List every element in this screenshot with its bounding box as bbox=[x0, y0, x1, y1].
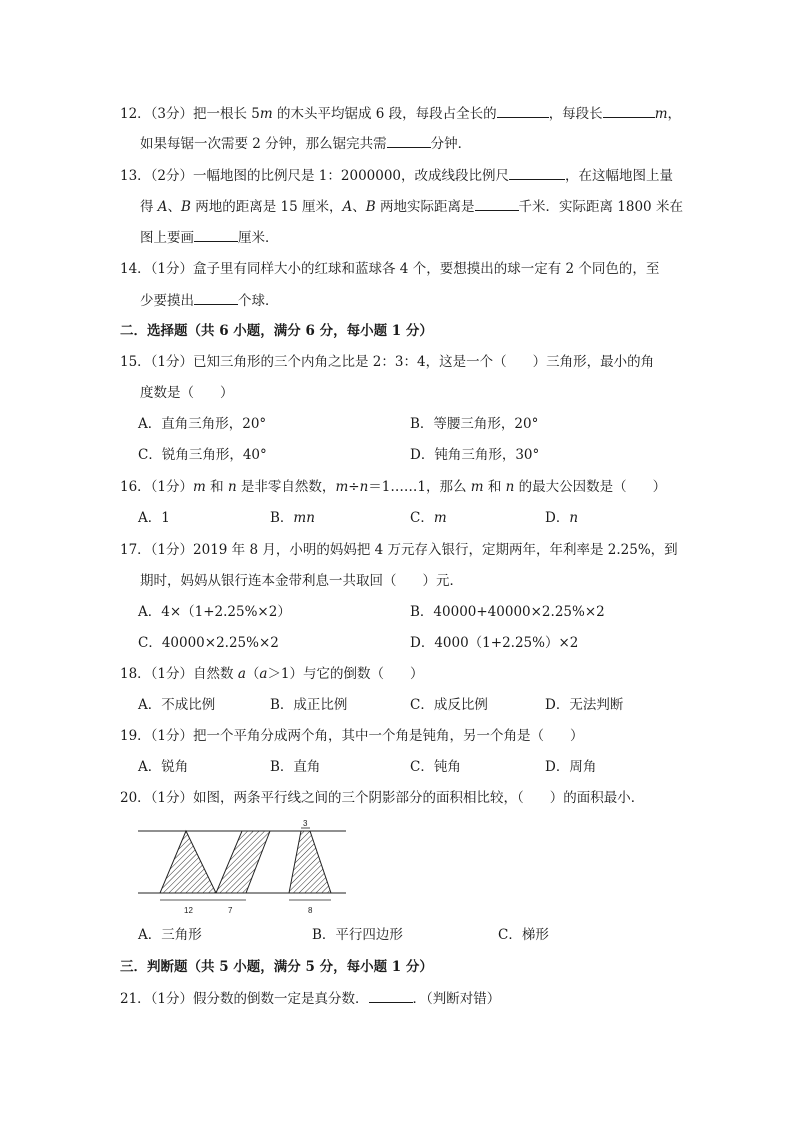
answer-blank[interactable] bbox=[194, 227, 238, 242]
question-19-line-1 bbox=[120, 726, 584, 746]
q18-option-b[interactable]: B．成正比例 bbox=[270, 697, 348, 713]
q15-text: 度数是（ bbox=[140, 385, 194, 401]
option-value: n bbox=[569, 510, 579, 526]
answer-blank[interactable] bbox=[369, 988, 413, 1003]
q19-option-c[interactable]: C．钝角 bbox=[410, 759, 461, 775]
section-heading-judgement: 三．判断题（共 5 小题，满分 5 分，每小题 1 分） bbox=[120, 959, 433, 975]
var-n: n bbox=[227, 479, 237, 495]
question-15-line-2 bbox=[140, 383, 234, 403]
question-12-line-1 bbox=[120, 103, 681, 124]
q16-text: ） bbox=[652, 479, 667, 495]
q16-option-a[interactable]: A．1 bbox=[138, 510, 170, 526]
question-13-line-3 bbox=[140, 227, 279, 248]
question-14-line-1: 14．（1分）盒子里有同样大小的红球和蓝球各 4 个，要想摸出的球一定有 2 个同色的，至 bbox=[120, 261, 660, 277]
question-15-line-1 bbox=[120, 352, 654, 372]
option-value: mn bbox=[293, 510, 315, 526]
q12-unit: m bbox=[259, 106, 273, 122]
q17-option-b[interactable]: B．40000+40000×2.25%×2 bbox=[410, 604, 605, 620]
q15-option-a[interactable]: A．直角三角形，20° bbox=[138, 416, 267, 432]
q17-text: ）元． bbox=[422, 573, 463, 589]
option-label: B． bbox=[270, 510, 294, 526]
q14-text: 个球． bbox=[238, 293, 279, 309]
option-label: C． bbox=[410, 510, 434, 526]
q18-option-d[interactable]: D．无法判断 bbox=[545, 697, 624, 713]
q20-text: 20．（1分）如图，两条平行线之间的三个阴影部分的面积相比较，（ bbox=[120, 790, 524, 806]
question-17-line-1: 17．（1分）2019 年 8 月，小明的妈妈把 4 万元存入银行，定期两年，年利率是 2.25%，到 bbox=[120, 542, 678, 558]
q12-text: 分钟． bbox=[430, 136, 472, 152]
q20-option-b[interactable]: B．平行四边形 bbox=[312, 927, 403, 943]
label-12: 12 bbox=[184, 906, 193, 915]
q18-text: ） bbox=[410, 666, 424, 682]
q17-option-a[interactable]: A．4×（1+2.25%×2） bbox=[138, 604, 291, 620]
q12-text: ，每段长 bbox=[548, 106, 603, 122]
option-label: D． bbox=[545, 510, 570, 526]
q16-option-c[interactable] bbox=[410, 508, 447, 528]
var-m: m bbox=[335, 479, 349, 495]
q13-text: ，在这幅地图上量 bbox=[565, 168, 674, 184]
answer-blank[interactable] bbox=[509, 165, 565, 180]
q13-text: 两地的距离是 15 厘米， bbox=[190, 199, 343, 215]
q20-option-c[interactable]: C．梯形 bbox=[498, 927, 549, 943]
q16-text: 和 bbox=[205, 479, 228, 495]
q19-option-a[interactable]: A．锐角 bbox=[138, 759, 189, 775]
q13-text: 13．（2分）一幅地图的比例尺是 1：2000000，改成线段比例尺 bbox=[120, 168, 510, 184]
q18-text: 18．（1分）自然数 bbox=[120, 666, 238, 682]
question-13-line-1 bbox=[120, 165, 673, 186]
q19-option-d[interactable]: D．周角 bbox=[545, 759, 597, 775]
q16-option-b[interactable] bbox=[270, 508, 315, 528]
q21-text: ．（判断对错） bbox=[412, 991, 501, 1007]
question-14-line-2 bbox=[140, 290, 279, 311]
answer-blank[interactable] bbox=[497, 103, 549, 118]
shaded-trapezoid bbox=[289, 831, 331, 893]
q13-text: 厘米． bbox=[238, 230, 279, 246]
q12-text: ， bbox=[667, 106, 681, 122]
q19-text: 19．（1分）把一个平角分成两个角，其中一个角是钝角，另一个角是（ bbox=[120, 728, 545, 744]
point-a: A bbox=[157, 199, 168, 215]
q13-text: 、 bbox=[352, 199, 366, 215]
point-b: B bbox=[181, 199, 191, 215]
answer-blank[interactable] bbox=[387, 133, 431, 148]
q12-text: 如果每锯一次需要 2 分钟，那么锯完共需 bbox=[140, 136, 387, 152]
question-17-line-2 bbox=[140, 571, 463, 591]
question-12-line-2 bbox=[140, 133, 471, 154]
question-16-line-1 bbox=[120, 477, 666, 497]
q21-text: 21．（1分）假分数的倒数一定是真分数． bbox=[120, 991, 369, 1007]
q13-text: 得 bbox=[140, 199, 158, 215]
var-a: a bbox=[237, 666, 246, 682]
q18-text: ＞1）与它的倒数（ bbox=[267, 666, 385, 682]
q16-text: 是非零自然数， bbox=[236, 479, 336, 495]
label-7: 7 bbox=[228, 906, 233, 915]
option-value: m bbox=[433, 510, 447, 526]
q13-text: 两地实际距离是 bbox=[375, 199, 475, 215]
q18-text: （ bbox=[245, 666, 260, 682]
q19-option-b[interactable]: B．直角 bbox=[270, 759, 321, 775]
answer-blank[interactable] bbox=[475, 196, 519, 211]
var-n: n bbox=[505, 479, 515, 495]
var-m: m bbox=[470, 479, 484, 495]
q15-option-d[interactable]: D．钝角三角形，30° bbox=[410, 447, 540, 463]
q16-text: 的最大公因数是（ bbox=[514, 479, 627, 495]
var-a: a bbox=[259, 666, 268, 682]
point-a: A bbox=[342, 199, 353, 215]
section-heading-choice: 二．选择题（共 6 小题，满分 6 分，每小题 1 分） bbox=[120, 323, 433, 339]
q17-option-d[interactable]: D．4000（1+2.25%）×2 bbox=[410, 635, 579, 651]
q15-text: 15．（1分）已知三角形的三个内角之比是 2：3：4，这是一个（ bbox=[120, 354, 507, 370]
answer-blank[interactable] bbox=[194, 290, 238, 305]
q13-text: 千米．实际距离 1800 米在 bbox=[518, 199, 683, 215]
q20-option-a[interactable]: A．三角形 bbox=[138, 927, 202, 943]
var-n: n bbox=[359, 479, 369, 495]
divide-sign: ÷ bbox=[348, 479, 360, 495]
var-m: m bbox=[193, 479, 206, 495]
q13-text: 、 bbox=[167, 199, 182, 215]
q17-option-c[interactable]: C．40000×2.25%×2 bbox=[138, 635, 279, 651]
label-8: 8 bbox=[308, 906, 313, 915]
q15-option-c[interactable]: C．锐角三角形，40° bbox=[138, 447, 267, 463]
question-21-line-1 bbox=[120, 988, 500, 1009]
q15-text: ） bbox=[220, 385, 234, 401]
parallel-lines-figure bbox=[138, 816, 353, 922]
label-3: 3 bbox=[303, 819, 308, 828]
question-20-line-1 bbox=[120, 788, 644, 808]
q18-option-c[interactable]: C．成反比例 bbox=[410, 697, 488, 713]
q15-text: ）三角形，最小的角 bbox=[532, 354, 655, 370]
q14-text: 少要摸出 bbox=[140, 293, 194, 309]
point-b: B bbox=[365, 199, 376, 215]
q19-text: ） bbox=[570, 728, 584, 744]
question-18-line-1 bbox=[120, 664, 424, 684]
q16-text: 和 bbox=[483, 479, 506, 495]
figure-svg bbox=[138, 816, 353, 918]
q12-unit: m bbox=[654, 106, 668, 122]
question-13-line-2 bbox=[140, 196, 683, 217]
q13-text: 图上要画 bbox=[140, 230, 194, 246]
q20-text: ）的面积最小． bbox=[549, 790, 645, 806]
q16-text: ＝1……1，那么 bbox=[368, 479, 471, 495]
q16-option-d[interactable] bbox=[545, 508, 578, 528]
q18-option-a[interactable]: A．不成比例 bbox=[138, 697, 216, 713]
answer-blank[interactable] bbox=[603, 103, 655, 118]
q15-option-b[interactable]: B．等腰三角形，20° bbox=[410, 416, 539, 432]
q12-text: 12．（3分）把一根长 5 bbox=[120, 106, 260, 122]
q16-text: 16．（1分） bbox=[120, 479, 194, 495]
q17-text: 期时，妈妈从银行连本金带利息一共取回（ bbox=[140, 573, 397, 589]
shaded-parallelogram bbox=[216, 831, 270, 893]
shaded-triangle bbox=[160, 831, 216, 893]
q12-text: 的木头平均锯成 6 段，每段占全长的 bbox=[272, 106, 497, 122]
